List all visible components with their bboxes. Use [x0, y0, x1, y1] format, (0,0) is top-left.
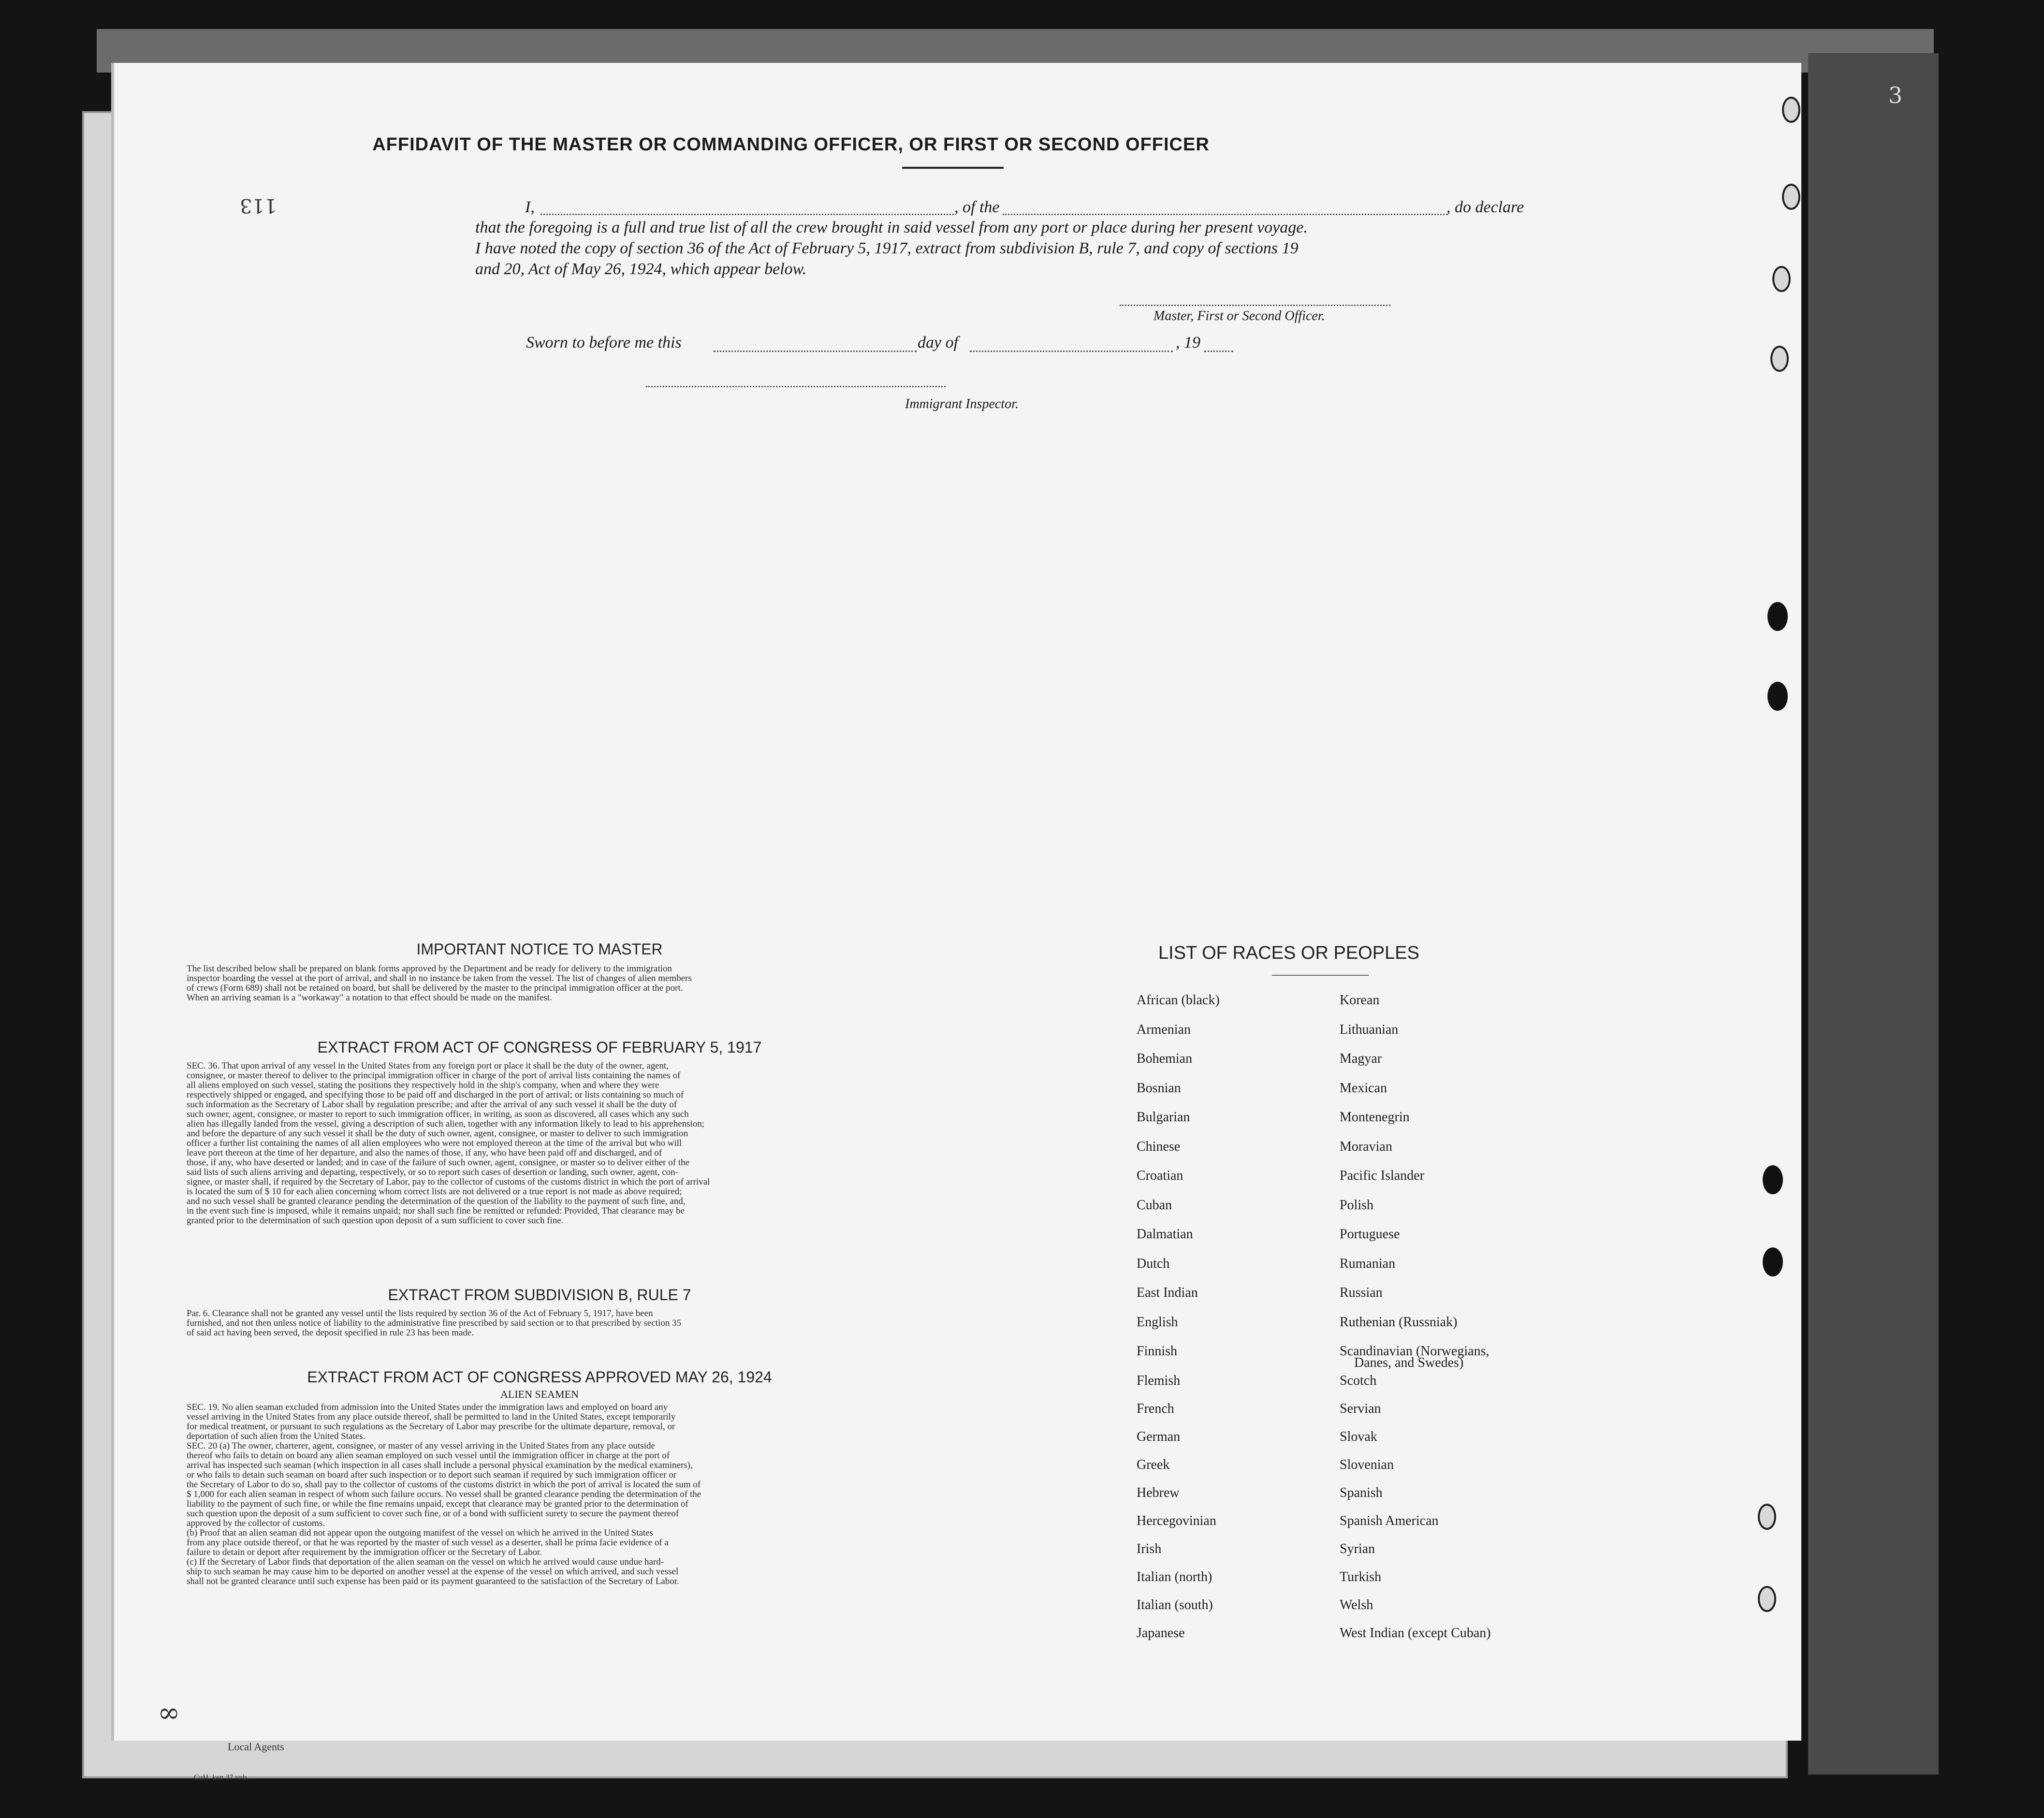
race-item: Korean [1340, 993, 1380, 1008]
race-item: Finnish [1137, 1344, 1178, 1359]
affidavit-of-the-label: , of the [954, 198, 1000, 216]
races-left-column [1137, 994, 1220, 1655]
race-item: Bosnian [1137, 1080, 1181, 1096]
text-line: furnished, and not then unless notice of liability to the administrative fine prescribed by said section or to that prescribed by section 35 [187, 1318, 682, 1328]
rule-7-body [187, 1309, 892, 1338]
vessel-blank [1003, 214, 1447, 215]
race-item: East Indian [1137, 1285, 1198, 1300]
text-line: those, if any, who have deserted or landed; and in case of the failure of such owner, agent, consignee, or master so to deliver either of the [187, 1158, 689, 1168]
binder-hole [1770, 346, 1789, 372]
notice-line: The list described below shall be prepared on blank forms approved by the Department and be ready for delivery to the immigration [187, 964, 672, 974]
affidavit-title: AFFIDAVIT OF THE MASTER OR COMMANDING OFFICER, OR FIRST OR SECOND OFFICER [372, 134, 1210, 155]
text-line: (b) Proof that an alien seaman did not appear upon the outgoing manifest of the vessel on which he arrived in the United States [187, 1528, 654, 1538]
affidavit-line-4: and 20, Act of May 26, 1924, which appear below. [475, 260, 807, 278]
text-line: approved by the collector of customs. [187, 1518, 325, 1528]
race-item: Servian [1340, 1401, 1381, 1416]
text-line: failure to detain or deport after requirement by the immigration officer or the Secretary of Labor. [187, 1547, 542, 1557]
year-blank [1204, 351, 1233, 352]
text-line: shall not be granted clearance until such expense has been paid or its payment guaranteed to the satisfaction of the Secretary of Labor. [187, 1576, 679, 1586]
race-item: Italian (south) [1137, 1597, 1213, 1613]
text-line: ship to such seaman he may cause him to be deported on another vessel at the expense of the vessel on which arrived, and such vessel [187, 1567, 679, 1577]
text-line: of said act having been served, the deposit specified in rule 23 has been made. [187, 1328, 474, 1338]
extract-1924-subtitle: ALIEN SEAMEN [500, 1388, 579, 1400]
extract-1917-title: EXTRACT FROM ACT OF CONGRESS OF FEBRUARY 5, 1917 [317, 1039, 762, 1056]
text-line: the Secretary of Labor to do so, shall pay to the collector of customs of the customs district in which the port of arrival is located the sum of [187, 1480, 701, 1490]
year-label: , 19 [1176, 334, 1200, 352]
race-item: Pacific Islander [1340, 1168, 1424, 1183]
notice-line: of crews (Form 689) shall not be retained on board, but shall be delivered by the master to the principal immigration officer at the port. [187, 983, 683, 993]
name-blank [540, 214, 954, 215]
extract-1924-section [187, 1368, 892, 1586]
extract-1924-body [187, 1403, 892, 1586]
race-item: Polish [1340, 1197, 1374, 1213]
day-of-label: day of [918, 334, 959, 352]
text-line: such owner, agent, consignee, or master to report to such immigration officer, in writing, as soon as discovered, all cases which any such [187, 1109, 689, 1119]
text-line: (c) If the Secretary of Labor finds that deportation of the alien seaman on the vessel on which he arrived would cause undue hard- [187, 1557, 664, 1567]
text-line: all aliens employed on such vessel, stating the positions they respectively hold in the ship's company, when and where they were [187, 1080, 659, 1090]
race-item: Spanish [1340, 1485, 1383, 1500]
race-item: Chinese [1137, 1139, 1181, 1154]
race-item: Hercegovinian [1137, 1513, 1216, 1528]
race-item: Ruthenian (Russniak) [1340, 1314, 1458, 1330]
text-line: SEC. 20 (a) The owner, charterer, agent, consignee, or master of any vessel arriving in the United States from any place outside [187, 1441, 655, 1451]
master-signature-label: Master, First or Second Officer. [1153, 308, 1325, 323]
notice-body [187, 964, 892, 1003]
race-item: African (black) [1137, 993, 1220, 1008]
races-title: LIST OF RACES OR PEOPLES [1158, 943, 1419, 963]
text-line: for medical treatment, or pursuant to such regulations as the Secretary of Labor may prescribe for the ultimate departure, removal, or [187, 1422, 675, 1432]
race-item-line: Scandinavian (Norwegians, [1340, 1344, 1489, 1359]
binder-hole [1782, 184, 1800, 210]
affidavit-line-2: that the foregoing is a full and true list of all the crew brought in said vessel from any port or place during her present voyage. [475, 219, 1308, 236]
page-number: 3 [1888, 82, 1903, 108]
race-item: Rumanian [1340, 1256, 1396, 1271]
race-item: Montenegrin [1340, 1110, 1410, 1125]
race-item: Bohemian [1137, 1051, 1193, 1066]
text-line: and no such vessel shall be granted clearance pending the determination of the question of the liability to the payment of such fine, and, [187, 1196, 686, 1206]
race-item: Dalmatian [1137, 1227, 1193, 1242]
text-line: said lists of such aliens arriving and departing, respectively, or so to report such cases of desertion or landing, such owner, agent, con- [187, 1167, 678, 1177]
races-right-column [1340, 994, 1491, 1655]
race-item: Italian (north) [1137, 1569, 1212, 1584]
hand-mark: ∞ [158, 1697, 180, 1729]
races-title-underline [1272, 975, 1369, 976]
scan-right-edge [1808, 53, 1939, 1774]
text-line: thereof who fails to detain on board any alien seaman employed on such vessel until the immigration officer in charge at the port of [187, 1451, 670, 1461]
side-mark: 113 [240, 194, 277, 217]
text-line: or who fails to detain such seaman on board after such inspection or to deport such seaman if required by such immigration officer or [187, 1470, 677, 1480]
text-line: SEC. 19. No alien seaman excluded from admission into the United States under the immigration laws and employed on board any [187, 1402, 668, 1412]
printer-mark: CuH. ken 37 vnb. [194, 1774, 249, 1782]
text-line: is located the sum of $ 10 for each alien concerning whom correct lists are not delivered or a true report is not made as above required; [187, 1187, 682, 1197]
race-item: Dutch [1137, 1256, 1170, 1271]
race-item: Spanish American [1340, 1513, 1439, 1528]
race-item: Cuban [1137, 1197, 1172, 1213]
sworn-label: Sworn to before me this [526, 334, 682, 352]
binder-hole [1767, 682, 1788, 711]
text-line: alien has illegally landed from the vessel, giving a description of such alien, together with any information likely to lead to his apprehension; [187, 1119, 705, 1129]
notice-line: inspector boarding the vessel at the port of arrival, and shall in no instance be taken from the vessel. The list of changes of alien members [187, 973, 692, 983]
binder-hole [1782, 97, 1800, 123]
text-line: respectively shipped or engaged, and specifying those to be paid off and discharged in the port of arrival; or lists containing so much of [187, 1090, 684, 1100]
race-item: German [1137, 1429, 1181, 1444]
text-line: granted prior to the determination of such question upon deposit of a sum sufficient to cover such fine. [187, 1216, 564, 1226]
affidavit-line-3: I have noted the copy of section 36 of the Act of February 5, 1917, extract from subdivision B, rule 7, and copy of sections 19 [475, 239, 1299, 257]
race-item: Croatian [1137, 1168, 1183, 1183]
race-item [1340, 1345, 1491, 1374]
race-item: Syrian [1340, 1541, 1375, 1556]
text-line: from any place outside thereof, or that he was reported by the master of such vessel as a deserter, shall be prima facie evidence of a [187, 1538, 669, 1548]
text-line: consignee, or master thereof to deliver to the principal immigration officer in charge of the port of arrival lists containing the names of [187, 1070, 681, 1081]
text-line: in the event such fine is imposed, while it remains unpaid; nor shall such fine be remitted or refunded: Provided, That clearance may be [187, 1206, 685, 1216]
text-line: officer a further list containing the names of all alien employees who were not employed thereon at the time of the arrival but who will [187, 1138, 682, 1148]
master-signature-line [1120, 305, 1390, 306]
text-line: liability to the payment of such fine, or while the fine remains unpaid, except that clearance may be granted prior to the determination of [187, 1499, 688, 1509]
title-underline [902, 167, 1004, 169]
race-item: Moravian [1340, 1139, 1392, 1154]
text-line: such question upon the deposit of a sum sufficient to cover such fine, or of a bond with sufficient surety to secure the payment thereof [187, 1509, 679, 1519]
race-item: Russian [1340, 1285, 1383, 1300]
extract-1917-section [187, 1039, 892, 1226]
race-item: Turkish [1340, 1569, 1382, 1584]
race-item: Lithuanian [1340, 1022, 1399, 1037]
text-line: vessel arriving in the United States from any place outside thereof, shall be permitted to land in the United States, except temporarily [187, 1412, 676, 1422]
race-item: Armenian [1137, 1022, 1191, 1037]
text-line: $ 1,000 for each alien seaman in respect of whom such failure occurs. No vessel shall be granted clearance pending the determination of the [187, 1489, 701, 1499]
text-line: deportation of such alien from the United States. [187, 1431, 365, 1441]
race-item: Irish [1137, 1541, 1162, 1556]
race-item: Slovenian [1340, 1457, 1394, 1472]
text-line: signee, or master shall, if required by the Secretary of Labor, pay to the collector of customs of the customs district in which the port of arrival [187, 1177, 710, 1187]
race-item: West Indian (except Cuban) [1340, 1625, 1491, 1641]
text-line: leave port thereon at the time of her departure, and also the names of those, if any, who have been paid off and discharged, and of [187, 1148, 662, 1158]
race-item: Bulgarian [1137, 1110, 1190, 1125]
notice-section [187, 940, 892, 1003]
rule-7-title: EXTRACT FROM SUBDIVISION B, RULE 7 [388, 1286, 691, 1304]
local-agents-label: Local Agents [228, 1741, 284, 1753]
extract-1924-title: EXTRACT FROM ACT OF CONGRESS APPROVED MAY 26, 1924 [307, 1368, 772, 1386]
text-line: Par. 6. Clearance shall not be granted any vessel until the lists required by section 36 of the Act of February 5, 1917, have been [187, 1308, 653, 1319]
text-line: SEC. 36. That upon arrival of any vessel in the United States from any foreign port or place it shall be the duty of the owner, agent, [187, 1061, 669, 1071]
race-item: Portuguese [1340, 1227, 1400, 1242]
affidavit-declare-label: , do declare [1446, 198, 1524, 216]
race-item: English [1137, 1314, 1178, 1330]
sworn-month-blank [970, 351, 1173, 352]
rule-7-section [187, 1286, 892, 1338]
race-item: Greek [1137, 1457, 1170, 1472]
notice-line: When an arriving seaman is a "workaway" a notation to that effect should be made on the manifest. [187, 993, 552, 1003]
text-line: such information as the Secretary of Labor shall by regulation prescribe; and after the arrival of any such vessel it shall be the duty of [187, 1100, 677, 1110]
race-item: Mexican [1340, 1080, 1387, 1096]
binder-hole [1772, 266, 1791, 292]
binder-hole [1758, 1504, 1776, 1530]
binder-hole [1767, 602, 1788, 631]
manifest-page [111, 63, 1903, 1782]
extract-1917-body [187, 1061, 892, 1226]
text-line: and before the departure of any such vessel it shall be the duty of such owner, agent, consignee, or master to deliver to such immigration [187, 1129, 688, 1139]
race-item: Magyar [1340, 1051, 1382, 1066]
race-item: Slovak [1340, 1429, 1377, 1444]
text-line: arrival has inspected such seaman (which inspection in all cases shall include a personal physical examination by the medical examiners), [187, 1460, 693, 1470]
binder-hole [1758, 1586, 1776, 1612]
sworn-day-blank [714, 351, 917, 352]
race-item: Welsh [1340, 1597, 1373, 1613]
race-item: Hebrew [1137, 1485, 1180, 1500]
binder-hole [1763, 1247, 1783, 1276]
inspector-label: Immigrant Inspector. [905, 396, 1019, 411]
notice-title: IMPORTANT NOTICE TO MASTER [416, 940, 663, 958]
affidavit-i-label: I, [525, 198, 535, 216]
binder-hole [1763, 1165, 1783, 1194]
race-item: Japanese [1137, 1625, 1185, 1641]
race-item-continuation: Danes, and Swedes) [1354, 1355, 1464, 1370]
race-item: Scotch [1340, 1373, 1377, 1388]
race-item: French [1137, 1401, 1174, 1416]
race-item: Flemish [1137, 1373, 1181, 1388]
inspector-signature-line [646, 386, 946, 387]
